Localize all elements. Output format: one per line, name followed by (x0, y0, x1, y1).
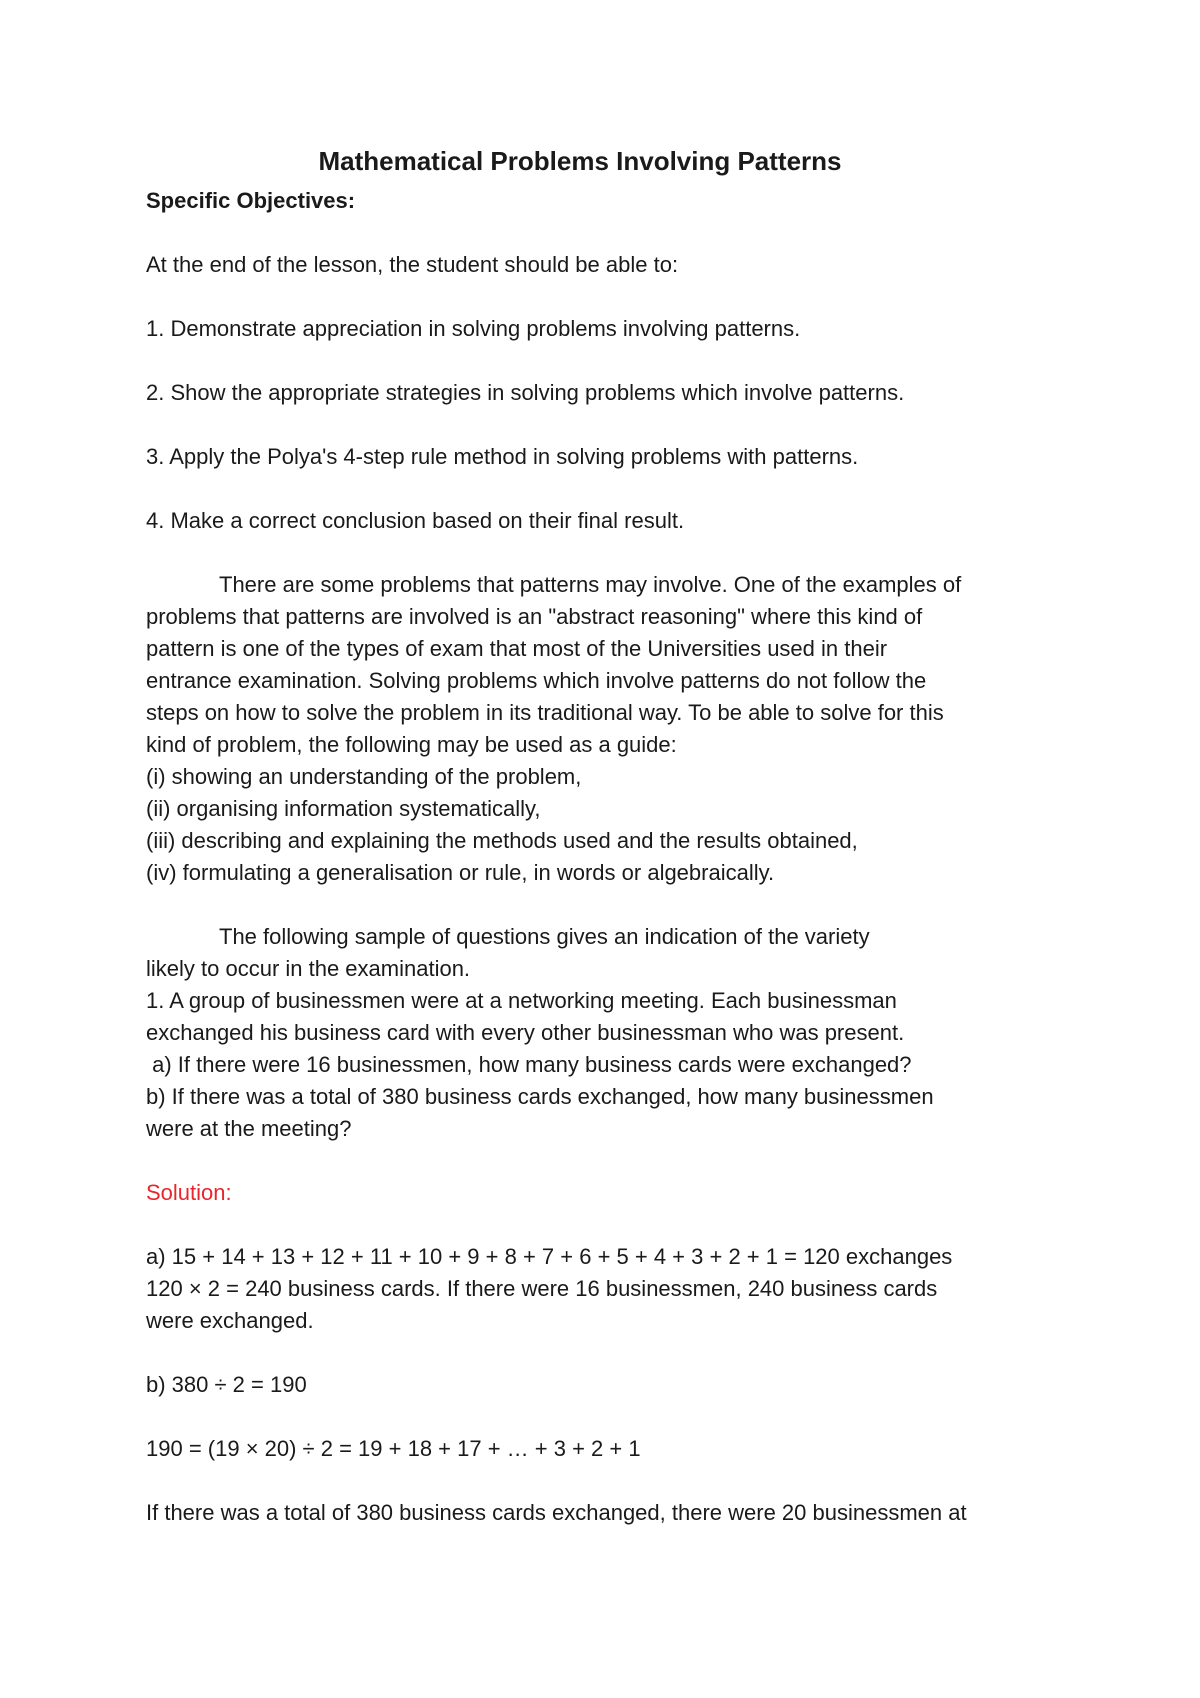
guide-item: (iv) formulating a generalisation or rule, in words or algebraically. (146, 860, 775, 885)
solution-line: a) 15 + 14 + 13 + 12 + 11 + 10 + 9 + 8 + 7 + 6 + 5 + 4 + 3 + 2 + 1 = 120 exchanges (146, 1244, 953, 1269)
question-line: were at the meeting? (146, 1116, 352, 1141)
paragraph-line: The following sample of questions gives an indication of the variety (219, 924, 870, 949)
solution-line: If there was a total of 380 business cards exchanged, there were 20 businessmen at (146, 1500, 967, 1525)
paragraph-line: kind of problem, the following may be used as a guide: (146, 732, 677, 757)
objectives-heading: Specific Objectives: (146, 188, 356, 213)
question-line: a) If there were 16 businessmen, how many business cards were exchanged? (146, 1052, 912, 1077)
guide-item: (ii) organising information systematically, (146, 796, 541, 821)
solution-line: 120 × 2 = 240 business cards. If there were 16 businessmen, 240 business cards (146, 1276, 938, 1301)
solution-line: were exchanged. (146, 1308, 314, 1333)
question-line: b) If there was a total of 380 business cards exchanged, how many businessmen (146, 1084, 934, 1109)
solution-label: Solution: (146, 1180, 232, 1205)
objective-item: 2. Show the appropriate strategies in solving problems which involve patterns. (146, 380, 905, 405)
question-line: exchanged his business card with every other businessman who was present. (146, 1020, 905, 1045)
paragraph-line: There are some problems that patterns may involve. One of the examples of (219, 572, 962, 597)
page-title: Mathematical Problems Involving Patterns (318, 146, 842, 176)
objective-item: 4. Make a correct conclusion based on their final result. (146, 508, 685, 533)
question-line: 1. A group of businessmen were at a networking meeting. Each businessman (146, 988, 897, 1013)
solution-line: 190 = (19 × 20) ÷ 2 = 19 + 18 + 17 + … + 3 + 2 + 1 (146, 1436, 641, 1461)
paragraph-line: problems that patterns are involved is an "abstract reasoning" where this kind of (146, 604, 923, 629)
paragraph-line: pattern is one of the types of exam that most of the Universities used in their (146, 636, 888, 661)
objective-item: 3. Apply the Polya's 4-step rule method in solving problems with patterns. (146, 444, 859, 469)
intro-text: At the end of the lesson, the student should be able to: (146, 252, 679, 277)
solution-line: b) 380 ÷ 2 = 190 (146, 1372, 307, 1397)
paragraph-line: steps on how to solve the problem in its traditional way. To be able to solve for this (146, 700, 944, 725)
paragraph-line: entrance examination. Solving problems which involve patterns do not follow the (146, 668, 927, 693)
guide-item: (iii) describing and explaining the methods used and the results obtained, (146, 828, 858, 853)
paragraph-line: likely to occur in the examination. (146, 956, 471, 981)
objective-item: 1. Demonstrate appreciation in solving problems involving patterns. (146, 316, 801, 341)
guide-item: (i) showing an understanding of the problem, (146, 764, 582, 789)
